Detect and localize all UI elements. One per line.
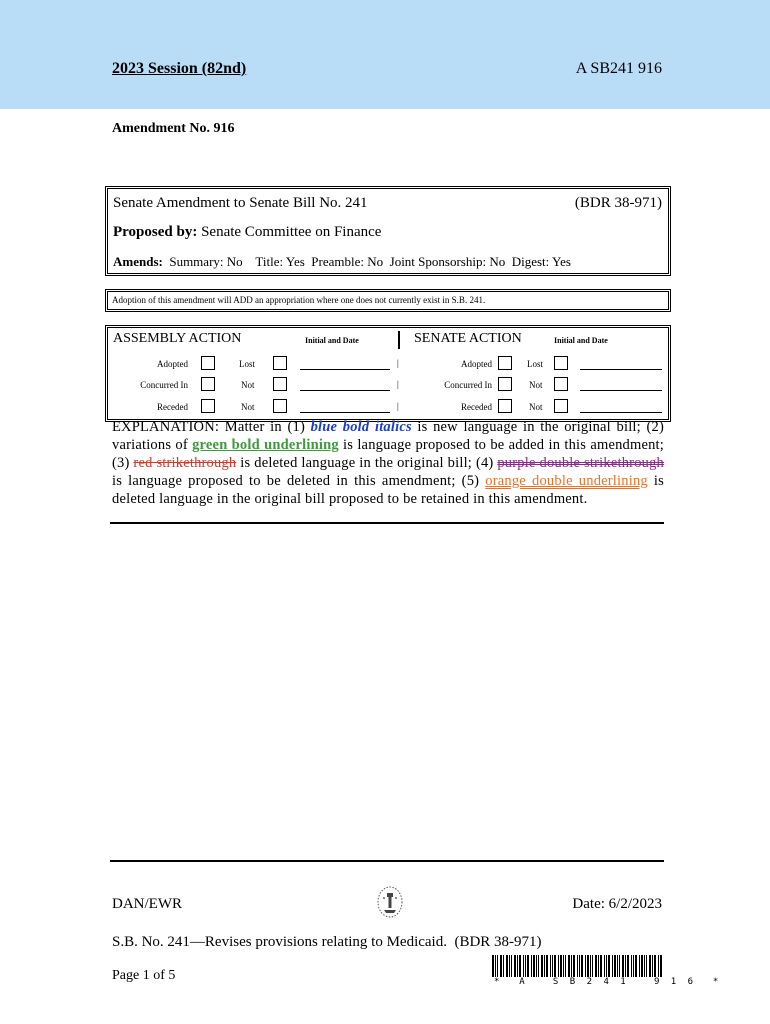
assembly-not-concurred-checkbox[interactable] (273, 377, 287, 391)
amendment-summary-box (105, 186, 671, 276)
assembly-signature-line[interactable] (300, 369, 390, 370)
proposed-by-value: Senate Committee on Finance (201, 224, 382, 240)
assembly-row-label: Receded (157, 402, 188, 412)
state-seal-icon (376, 884, 404, 920)
session-title: 2023 Session (82nd) (112, 60, 247, 77)
blue-bold-italics-sample: blue bold italics (310, 419, 412, 435)
senate-row-label: Receded (461, 402, 492, 412)
amends-label: Amends: (113, 254, 163, 269)
assembly-signature-line[interactable] (300, 390, 390, 391)
explanation-text: is language proposed to be deleted in this amendment; (5) (112, 473, 486, 489)
explanation-text: is deleted language in the original bill proposed to be retained in this amendment. (112, 473, 665, 507)
senate-not-concurred-checkbox[interactable] (554, 377, 568, 391)
senate-row-label: Concurred In (444, 380, 492, 390)
senate-row-label: Not (529, 402, 543, 412)
senate-row-label: Lost (527, 359, 544, 369)
amends-values: Summary: No Title: Yes Preamble: No Joint Sponsorship: No Digest: Yes (169, 254, 571, 269)
amendment-title: Senate Amendment to Senate Bill No. 241 (113, 195, 368, 211)
assembly-not-receded-checkbox[interactable] (273, 399, 287, 413)
assembly-row-label: Adopted (157, 359, 188, 369)
explanation-text: is new language in the original bill; (2) variations of (112, 419, 665, 453)
explanation-paragraph (112, 418, 664, 508)
amendment-date: Date: 6/2/2023 (572, 896, 662, 912)
assembly-receded-checkbox[interactable] (201, 399, 215, 413)
assembly-action-heading: ASSEMBLY ACTION (113, 331, 242, 346)
assembly-row-label: Concurred In (140, 380, 188, 390)
footer-divider (110, 860, 664, 862)
proposed-by-label: Proposed by: (113, 224, 198, 240)
assembly-row-label: Not (241, 380, 255, 390)
divider-bar: | (397, 401, 399, 411)
assembly-row-label: Not (241, 402, 255, 412)
explanation-text: is deleted language in the original bill; (4) (236, 455, 498, 471)
senate-row-label: Adopted (461, 359, 492, 369)
senate-concurred-checkbox[interactable] (498, 377, 512, 391)
proposed-by (113, 224, 381, 241)
assembly-row-label: Lost (239, 359, 256, 369)
senate-action-heading: SENATE ACTION (414, 331, 522, 346)
bill-summary-line: S.B. No. 241—Revises provisions relating to Medicaid. (BDR 38-971) (112, 934, 542, 950)
senate-signature-line[interactable] (580, 369, 662, 370)
assembly-adopted-checkbox[interactable] (201, 356, 215, 370)
assembly-initial-date-label: Initial and Date (305, 336, 359, 345)
divider-bar: | (397, 358, 399, 368)
explanation-text: is language proposed to be added in this amendment; (3) (112, 437, 664, 471)
senate-receded-checkbox[interactable] (498, 399, 512, 413)
barcode-icon (492, 955, 662, 977)
amends-line (113, 254, 571, 270)
assembly-lost-checkbox[interactable] (273, 356, 287, 370)
action-table (105, 325, 671, 422)
adoption-note-box (105, 289, 671, 312)
senate-not-receded-checkbox[interactable] (554, 399, 568, 413)
adoption-note: Adoption of this amendment will ADD an appropriation where one does not currently exist in S.B. 241. (112, 295, 486, 305)
senate-adopted-checkbox[interactable] (498, 356, 512, 370)
senate-initial-date-label: Initial and Date (554, 336, 608, 345)
purple-double-strikethrough-sample: purple double strikethrough (497, 455, 664, 471)
red-strikethrough-sample: red strikethrough (133, 455, 237, 471)
explanation-text: EXPLANATION: Matter in (1) (112, 419, 311, 435)
bill-reference: A SB241 916 (575, 60, 662, 77)
senate-signature-line[interactable] (580, 390, 662, 391)
table-divider (398, 331, 400, 349)
assembly-signature-line[interactable] (300, 412, 390, 413)
explanation-divider (110, 522, 664, 524)
green-underline-sample: green bold underlining (192, 437, 339, 453)
bdr-number: (BDR 38-971) (574, 195, 662, 211)
drafter-initials: DAN/EWR (112, 896, 182, 912)
amendment-number: Amendment No. 916 (112, 121, 235, 136)
orange-double-underline-sample: orange double underlining (485, 473, 648, 489)
divider-bar: | (397, 379, 399, 389)
senate-row-label: Not (529, 380, 543, 390)
page-number: Page 1 of 5 (112, 968, 176, 983)
barcode-caption: * A S B 2 4 1 9 1 6 * (494, 977, 722, 987)
assembly-concurred-checkbox[interactable] (201, 377, 215, 391)
senate-lost-checkbox[interactable] (554, 356, 568, 370)
header-band (0, 0, 770, 109)
senate-signature-line[interactable] (580, 412, 662, 413)
